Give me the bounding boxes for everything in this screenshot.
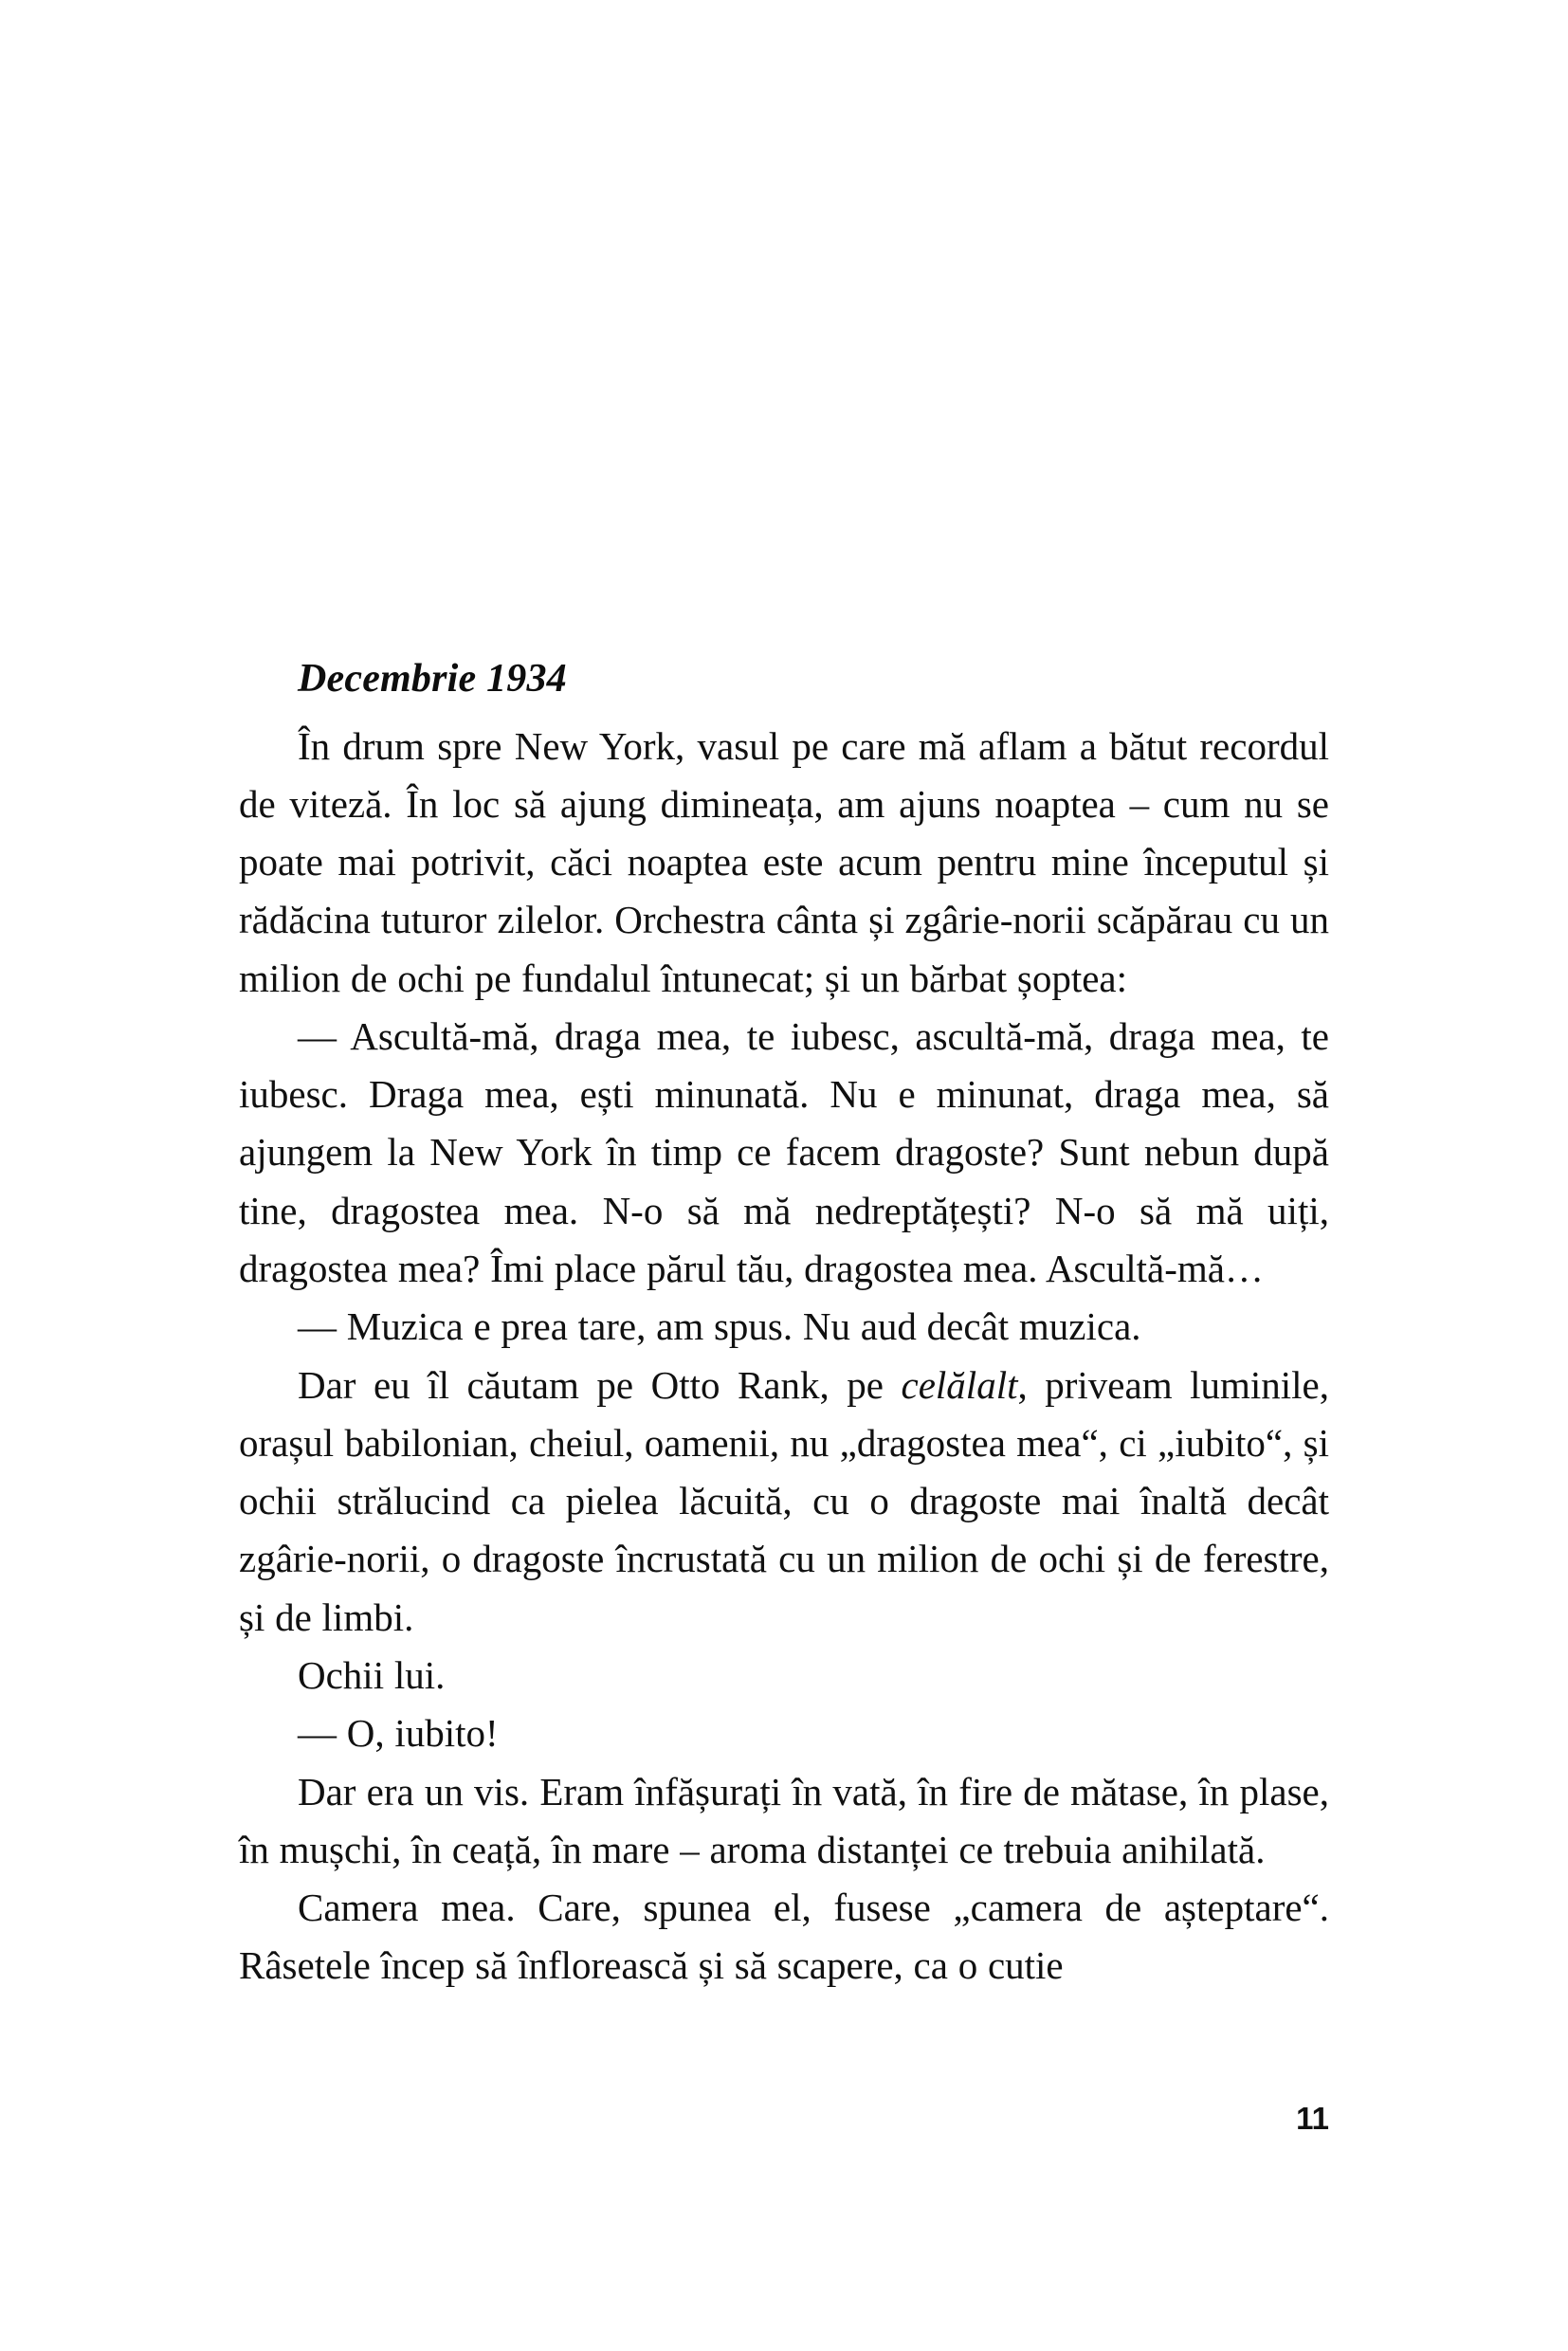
paragraph: [239, 1879, 1329, 1996]
text-run: — Ascultă-mă, draga mea, te iubesc, ascultă-mă, draga mea, te iubesc. Draga mea, ești minunată. Nu e minunat, draga mea, să ajungem la New York în timp ce facem dragoste? Sunt nebun după tine, dragostea mea. N-o să mă nedreptățești? N-o să mă uiți, dragostea mea? Îmi place părul tău, dragostea mea. Ascultă-mă…: [239, 1013, 1329, 1291]
text-run: Ochii lui.: [298, 1653, 446, 1697]
body-text: [239, 718, 1329, 1996]
text-run: , priveam luminile, orașul babilonian, cheiul, oamenii, nu „dragostea mea“, ci „iubito“, și ochii strălucind ca pielea lăcuită, cu o dragoste mai înaltă decât zgârie-norii, o dragoste încrustată cu un milion de ochi și de ferestre, și de limbi.: [239, 1362, 1329, 1639]
paragraph: [239, 1763, 1329, 1880]
emphasized-text: celălalt: [901, 1362, 1018, 1407]
text-run: Camera mea. Care, spunea el, fusese „camera de așteptare“. Râsetele încep să înflorească și să scapere, ca o cutie: [239, 1886, 1329, 1988]
text-run: Dar eu îl căutam pe Otto Rank, pe: [298, 1362, 902, 1407]
text-run: Dar era un vis. Eram înfășurați în vată, în fire de mătase, în plase, în mușchi, în ceață, în mare – aroma distanței ce trebuia anihilată.: [239, 1769, 1329, 1871]
paragraph: [239, 1357, 1329, 1647]
paragraph: [239, 1298, 1329, 1356]
text-run: În drum spre New York, vasul pe care mă aflam a bătut recordul de viteză. În loc să ajung dimineața, am ajuns noaptea – cum nu se poate mai potrivit, căci noaptea este acum pentru mine începutul și rădăcina tuturor zilelor. Orchestra cânta și zgârie-norii scăpărau cu un milion de ochi pe fundalul întunecat; și un bărbat șoptea:: [239, 723, 1329, 1000]
page-number: 11: [1296, 2101, 1329, 2136]
page-text-block: [239, 654, 1329, 1996]
paragraph: [239, 1647, 1329, 1704]
text-run: — Muzica e prea tare, am spus. Nu aud decât muzica.: [298, 1304, 1141, 1349]
paragraph: [239, 1008, 1329, 1298]
text-run: — O, iubito!: [298, 1711, 499, 1756]
paragraph: [239, 718, 1329, 1008]
chapter-heading: Decembrie 1934: [298, 657, 567, 701]
paragraph: [239, 1704, 1329, 1762]
